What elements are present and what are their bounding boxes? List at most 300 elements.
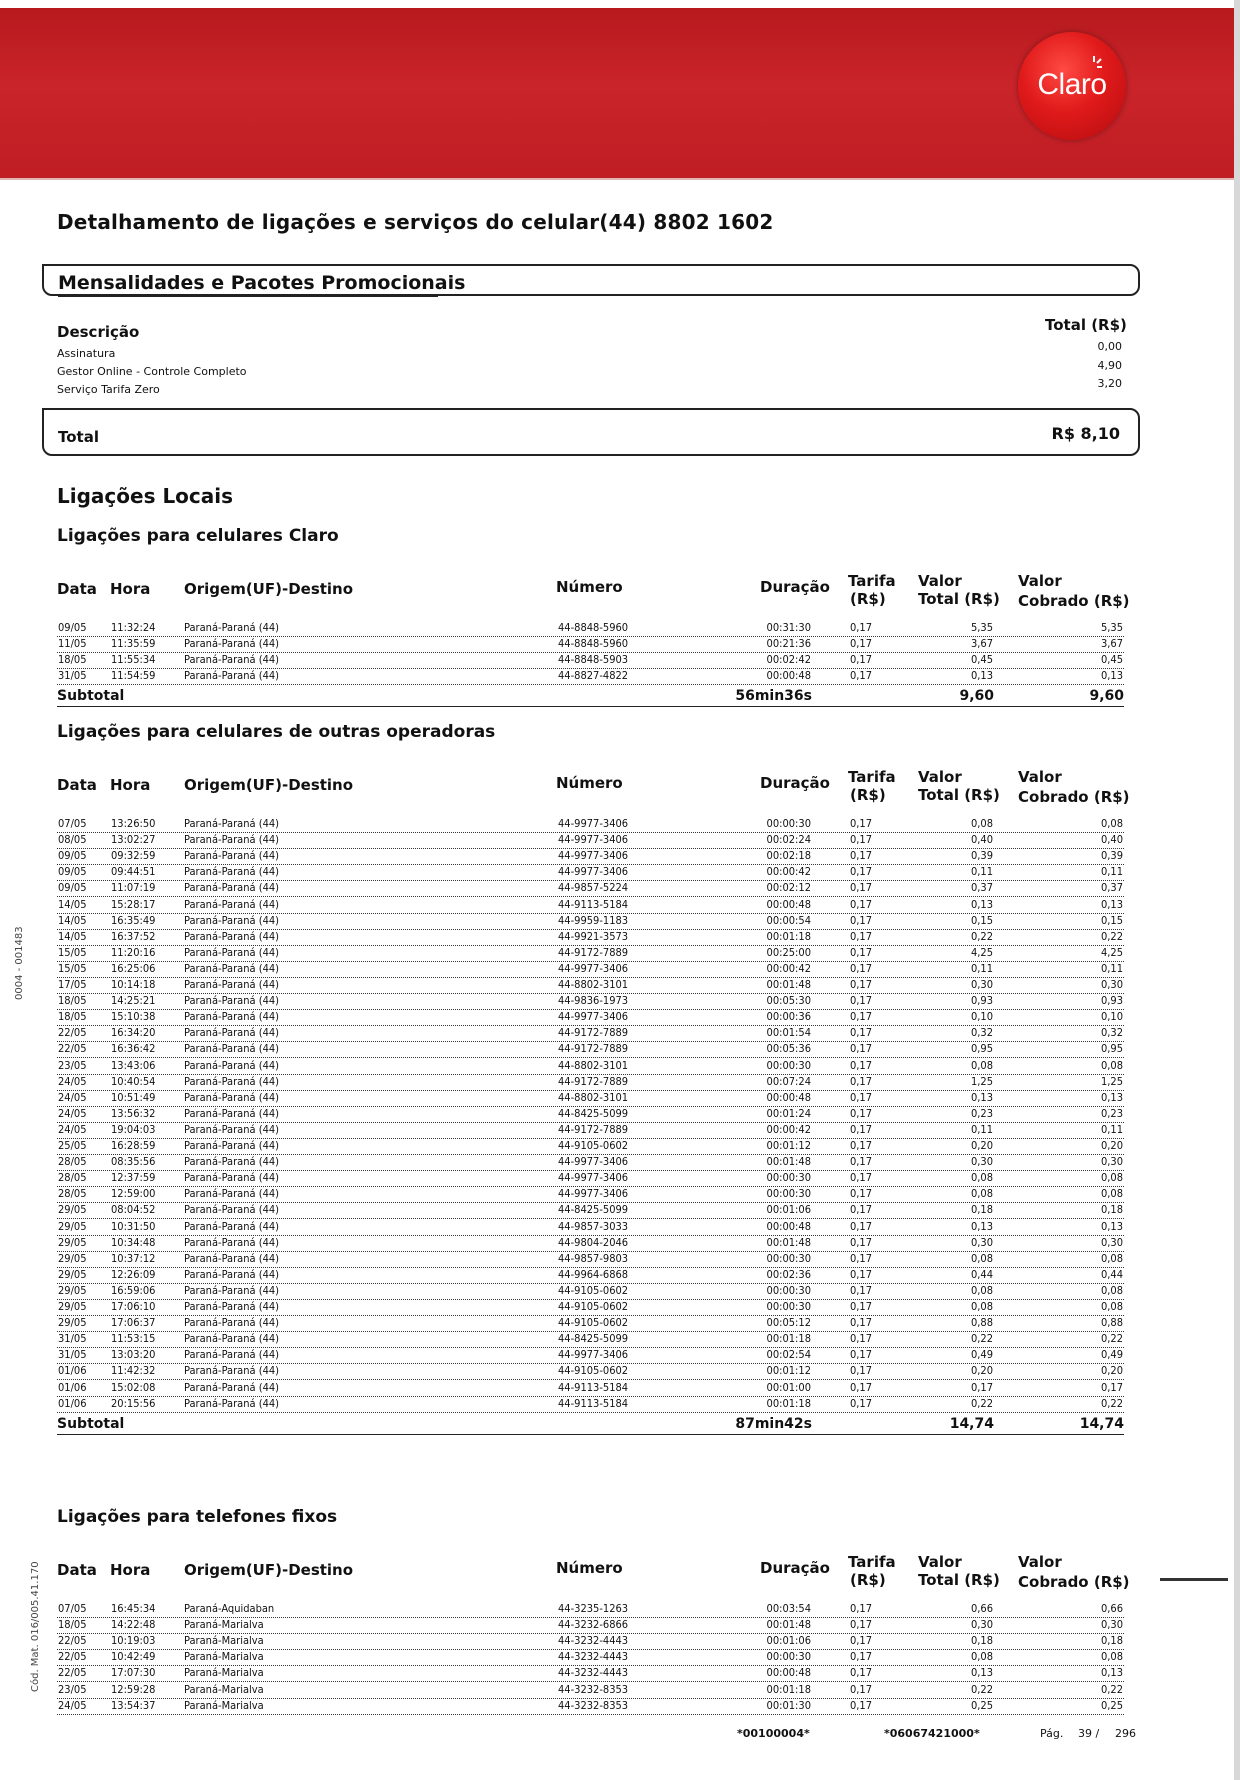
cell-cobrado: 0,08 bbox=[1100, 1251, 1123, 1265]
cell-cobrado: 0,49 bbox=[1100, 1348, 1123, 1362]
cell-cobrado: 0,15 bbox=[1100, 913, 1123, 927]
cell-origin: Paraná-Paraná (44) bbox=[184, 1316, 280, 1330]
cell-time: 10:42:49 bbox=[111, 1650, 156, 1664]
cell-total: 0,11 bbox=[970, 865, 993, 879]
cell-total: 0,13 bbox=[970, 1219, 993, 1233]
table-row bbox=[57, 1106, 1124, 1123]
col-valor-cobrado-1: Valor bbox=[1018, 1553, 1062, 1571]
cell-total: 0,25 bbox=[970, 1698, 993, 1712]
cell-origin: Paraná-Paraná (44) bbox=[184, 653, 280, 667]
cell-time: 10:34:48 bbox=[111, 1235, 156, 1249]
footer-code-a: *00100004* bbox=[737, 1727, 810, 1740]
side-code-1: 0004 - 001483 bbox=[14, 926, 25, 1000]
cell-number: 44-9977-3406 bbox=[558, 849, 629, 863]
cell-time: 13:43:06 bbox=[111, 1058, 156, 1072]
cell-duration: 00:01:18 bbox=[766, 1332, 811, 1346]
cell-total: 0,44 bbox=[970, 1267, 993, 1281]
cell-origin: Paraná-Paraná (44) bbox=[184, 1074, 280, 1088]
cell-total: 0,11 bbox=[970, 1122, 993, 1136]
cell-tarifa: 0,17 bbox=[850, 929, 873, 943]
cell-time: 16:34:20 bbox=[111, 1026, 156, 1040]
cell-tarifa: 0,17 bbox=[850, 1698, 873, 1712]
cell-date: 15/05 bbox=[58, 961, 87, 975]
cell-origin: Paraná-Paraná (44) bbox=[184, 817, 280, 830]
total-box bbox=[42, 408, 1140, 456]
cell-number: 44-8802-3101 bbox=[558, 1090, 629, 1104]
table-row bbox=[57, 1154, 1124, 1171]
cell-origin: Paraná-Paraná (44) bbox=[184, 1106, 280, 1120]
cell-time: 16:35:49 bbox=[111, 913, 156, 927]
col-valor-total-2: Total (R$) bbox=[918, 590, 1000, 608]
cell-tarifa: 0,17 bbox=[850, 1682, 873, 1696]
cell-date: 17/05 bbox=[58, 978, 87, 991]
cell-cobrado: 0,22 bbox=[1100, 1396, 1123, 1410]
cell-number: 44-8848-5960 bbox=[558, 637, 629, 651]
cell-number: 44-8425-5099 bbox=[558, 1106, 629, 1120]
cell-total: 0,13 bbox=[970, 1090, 993, 1104]
cell-date: 22/05 bbox=[58, 1634, 87, 1648]
cell-total: 0,30 bbox=[970, 1235, 993, 1249]
cell-total: 0,08 bbox=[970, 1187, 993, 1201]
cell-total: 0,39 bbox=[970, 849, 993, 863]
col-valor-cobrado-1: Valor bbox=[1018, 768, 1062, 786]
side-code-2: Cód. Mat. 016/005.41.170 bbox=[30, 1561, 41, 1692]
cell-time: 11:53:15 bbox=[111, 1332, 156, 1346]
cell-cobrado: 0,20 bbox=[1100, 1139, 1123, 1152]
table-row bbox=[57, 1698, 1124, 1715]
cell-origin: Paraná-Paraná (44) bbox=[184, 865, 280, 879]
cell-date: 18/05 bbox=[58, 994, 87, 1008]
cell-duration: 00:02:18 bbox=[766, 849, 811, 863]
col-origem: Origem(UF)-Destino bbox=[184, 580, 354, 598]
cell-duration: 00:00:30 bbox=[766, 1251, 811, 1265]
cell-tarifa: 0,17 bbox=[850, 621, 873, 634]
cell-tarifa: 0,17 bbox=[850, 1203, 873, 1217]
cell-cobrado: 0,20 bbox=[1100, 1364, 1123, 1378]
cell-cobrado: 0,11 bbox=[1100, 1122, 1123, 1136]
cell-origin: Paraná-Paraná (44) bbox=[184, 621, 280, 634]
cell-date: 24/05 bbox=[58, 1106, 87, 1120]
cell-date: 29/05 bbox=[58, 1267, 87, 1281]
cell-cobrado: 3,67 bbox=[1100, 637, 1123, 651]
cell-date: 14/05 bbox=[58, 929, 87, 943]
cell-cobrado: 0,18 bbox=[1100, 1203, 1123, 1217]
cell-origin: Paraná-Paraná (44) bbox=[184, 1139, 280, 1152]
cell-date: 09/05 bbox=[58, 621, 87, 634]
cell-time: 14:25:21 bbox=[111, 994, 156, 1008]
cell-tarifa: 0,17 bbox=[850, 897, 873, 911]
cell-origin: Paraná-Paraná (44) bbox=[184, 1187, 280, 1201]
cell-number: 44-9113-5184 bbox=[558, 1380, 629, 1394]
table-row bbox=[57, 1170, 1124, 1187]
cell-number: 44-8848-5903 bbox=[558, 653, 629, 667]
table-row bbox=[57, 636, 1124, 653]
col-tarifa-1: Tarifa bbox=[848, 572, 896, 590]
table-row bbox=[57, 1396, 1124, 1413]
cell-cobrado: 0,18 bbox=[1100, 1634, 1123, 1648]
cell-tarifa: 0,17 bbox=[850, 1348, 873, 1362]
cell-cobrado: 0,08 bbox=[1100, 1187, 1123, 1201]
col-valor-cobrado-2: Cobrado (R$) bbox=[1018, 788, 1130, 806]
claro-logo bbox=[1018, 32, 1126, 140]
page-title: Detalhamento de ligações e serviços do celular(44) 8802 1602 bbox=[57, 210, 774, 234]
cell-total: 0,10 bbox=[970, 1010, 993, 1024]
cell-number: 44-9959-1183 bbox=[558, 913, 629, 927]
cell-cobrado: 4,25 bbox=[1100, 945, 1123, 959]
cell-date: 22/05 bbox=[58, 1650, 87, 1664]
cell-duration: 00:00:48 bbox=[766, 897, 811, 911]
cell-origin: Paraná-Paraná (44) bbox=[184, 1251, 280, 1265]
cell-origin: Paraná-Marialva bbox=[184, 1650, 264, 1664]
cell-total: 0,22 bbox=[970, 1396, 993, 1410]
cell-date: 31/05 bbox=[58, 1348, 87, 1362]
mensalidades-title-box bbox=[42, 264, 1140, 296]
cell-number: 44-9804-2046 bbox=[558, 1235, 629, 1249]
cell-cobrado: 5,35 bbox=[1100, 621, 1123, 634]
cell-tarifa: 0,17 bbox=[850, 849, 873, 863]
cell-cobrado: 0,95 bbox=[1100, 1042, 1123, 1056]
cell-total: 0,32 bbox=[970, 1026, 993, 1040]
cell-date: 29/05 bbox=[58, 1316, 87, 1330]
cell-time: 16:45:34 bbox=[111, 1602, 156, 1615]
table-row bbox=[57, 1299, 1124, 1316]
table-row bbox=[57, 1283, 1124, 1300]
cell-origin: Paraná-Paraná (44) bbox=[184, 1058, 280, 1072]
cell-origin: Paraná-Paraná (44) bbox=[184, 1155, 280, 1169]
cell-time: 13:26:50 bbox=[111, 817, 156, 830]
cell-time: 11:55:34 bbox=[111, 653, 156, 667]
cell-cobrado: 0,25 bbox=[1100, 1698, 1123, 1712]
cell-tarifa: 0,17 bbox=[850, 945, 873, 959]
cell-time: 11:42:32 bbox=[111, 1364, 156, 1378]
cell-time: 17:07:30 bbox=[111, 1666, 156, 1680]
cell-total: 0,22 bbox=[970, 1332, 993, 1346]
cell-tarifa: 0,17 bbox=[850, 1074, 873, 1088]
table-row bbox=[57, 1633, 1124, 1650]
cell-total: 0,93 bbox=[970, 994, 993, 1008]
cell-duration: 00:31:30 bbox=[766, 621, 811, 634]
cell-time: 16:37:52 bbox=[111, 929, 156, 943]
cell-duration: 00:00:42 bbox=[766, 961, 811, 975]
logo-text: Claro bbox=[1037, 68, 1107, 101]
cell-tarifa: 0,17 bbox=[850, 1283, 873, 1297]
col-data: Data bbox=[57, 1561, 97, 1579]
cell-tarifa: 0,17 bbox=[850, 1058, 873, 1072]
cell-cobrado: 0,93 bbox=[1100, 994, 1123, 1008]
table-row bbox=[57, 977, 1124, 994]
footer-total-pages: 296 bbox=[1115, 1727, 1136, 1740]
cell-total: 0,66 bbox=[970, 1602, 993, 1615]
table-row bbox=[57, 993, 1124, 1010]
cell-origin: Paraná-Paraná (44) bbox=[184, 1026, 280, 1040]
cell-total: 0,23 bbox=[970, 1106, 993, 1120]
descricao-label: Descrição bbox=[57, 323, 140, 341]
cell-time: 11:07:19 bbox=[111, 881, 156, 895]
cell-origin: Paraná-Marialva bbox=[184, 1698, 264, 1712]
cell-number: 44-9857-3033 bbox=[558, 1219, 629, 1233]
cell-tarifa: 0,17 bbox=[850, 1042, 873, 1056]
cell-date: 24/05 bbox=[58, 1698, 87, 1712]
cell-time: 12:59:28 bbox=[111, 1682, 156, 1696]
cell-time: 16:36:42 bbox=[111, 1042, 156, 1056]
cell-duration: 00:00:42 bbox=[766, 865, 811, 879]
cell-total: 5,35 bbox=[970, 621, 993, 634]
cell-duration: 00:05:30 bbox=[766, 994, 811, 1008]
cell-duration: 00:00:54 bbox=[766, 913, 811, 927]
table-row bbox=[57, 1138, 1124, 1155]
cell-tarifa: 0,17 bbox=[850, 1332, 873, 1346]
cell-total: 0,08 bbox=[970, 817, 993, 830]
cell-tarifa: 0,17 bbox=[850, 1618, 873, 1632]
col-duracao: Duração bbox=[760, 1559, 830, 1577]
cell-time: 09:44:51 bbox=[111, 865, 156, 879]
cell-time: 08:35:56 bbox=[111, 1155, 156, 1169]
cell-date: 15/05 bbox=[58, 945, 87, 959]
cell-time: 10:31:50 bbox=[111, 1219, 156, 1233]
col-origem: Origem(UF)-Destino bbox=[184, 776, 354, 794]
cell-time: 11:32:24 bbox=[111, 621, 156, 634]
mensalidades-title: Mensalidades e Pacotes Promocionais bbox=[58, 272, 466, 294]
table-row bbox=[57, 1617, 1124, 1634]
cell-cobrado: 0,13 bbox=[1100, 1666, 1123, 1680]
cell-number: 44-9172-7889 bbox=[558, 1074, 629, 1088]
cell-total: 0,08 bbox=[970, 1283, 993, 1297]
table-row bbox=[57, 1074, 1124, 1091]
cell-duration: 00:00:30 bbox=[766, 1650, 811, 1664]
cell-origin: Paraná-Paraná (44) bbox=[184, 1235, 280, 1249]
col-valor-total-1: Valor bbox=[918, 1553, 962, 1571]
cell-tarifa: 0,17 bbox=[850, 1122, 873, 1136]
cell-date: 01/06 bbox=[58, 1380, 87, 1394]
cell-cobrado: 0,17 bbox=[1100, 1380, 1123, 1394]
cell-number: 44-8848-5960 bbox=[558, 621, 629, 634]
cell-number: 44-3232-8353 bbox=[558, 1682, 629, 1696]
subtotal-label: Subtotal bbox=[57, 1415, 125, 1432]
cell-cobrado: 0,44 bbox=[1100, 1267, 1123, 1281]
cell-duration: 00:01:54 bbox=[766, 1026, 811, 1040]
table-row bbox=[57, 1058, 1124, 1075]
cell-number: 44-3232-6866 bbox=[558, 1618, 629, 1632]
cell-duration: 00:00:30 bbox=[766, 1187, 811, 1201]
cell-date: 24/05 bbox=[58, 1090, 87, 1104]
cell-tarifa: 0,17 bbox=[850, 817, 873, 830]
cell-total: 0,37 bbox=[970, 881, 993, 895]
cell-number: 44-9113-5184 bbox=[558, 897, 629, 911]
logo-spark-icon bbox=[1090, 54, 1102, 72]
table-row bbox=[57, 864, 1124, 881]
cell-origin: Paraná-Paraná (44) bbox=[184, 913, 280, 927]
col-valor-total-2: Total (R$) bbox=[918, 786, 1000, 804]
table-row bbox=[57, 913, 1124, 930]
cell-total: 3,67 bbox=[970, 637, 993, 651]
cell-date: 28/05 bbox=[58, 1171, 87, 1185]
table-row bbox=[57, 897, 1124, 914]
cell-duration: 00:21:36 bbox=[766, 637, 811, 651]
subtotal-row bbox=[57, 1414, 1124, 1435]
cell-total: 0,08 bbox=[970, 1251, 993, 1265]
cell-number: 44-9105-0602 bbox=[558, 1316, 629, 1330]
col-duracao: Duração bbox=[760, 578, 830, 596]
table-row bbox=[57, 1041, 1124, 1058]
cell-tarifa: 0,17 bbox=[850, 1155, 873, 1169]
cell-duration: 00:00:36 bbox=[766, 1010, 811, 1024]
mensalidade-value-1: 4,90 bbox=[1097, 359, 1122, 372]
cell-number: 44-8425-5099 bbox=[558, 1332, 629, 1346]
cell-origin: Paraná-Paraná (44) bbox=[184, 1283, 280, 1297]
table-row bbox=[57, 1380, 1124, 1397]
cell-number: 44-9964-6868 bbox=[558, 1267, 629, 1281]
cell-number: 44-3235-1263 bbox=[558, 1602, 629, 1615]
cell-total: 0,45 bbox=[970, 653, 993, 667]
cell-cobrado: 0,08 bbox=[1100, 1058, 1123, 1072]
cell-duration: 00:02:42 bbox=[766, 653, 811, 667]
col-origem: Origem(UF)-Destino bbox=[184, 1561, 354, 1579]
cell-origin: Paraná-Paraná (44) bbox=[184, 1010, 280, 1024]
cell-date: 31/05 bbox=[58, 1332, 87, 1346]
mensalidade-value-0: 0,00 bbox=[1097, 340, 1122, 353]
cell-time: 15:28:17 bbox=[111, 897, 156, 911]
cell-origin: Paraná-Paraná (44) bbox=[184, 1042, 280, 1056]
table-row bbox=[57, 1251, 1124, 1268]
cell-cobrado: 0,30 bbox=[1100, 1155, 1123, 1169]
cell-cobrado: 0,11 bbox=[1100, 961, 1123, 975]
table-row bbox=[57, 1009, 1124, 1026]
col-valor-cobrado-2: Cobrado (R$) bbox=[1018, 592, 1130, 610]
cell-tarifa: 0,17 bbox=[850, 1026, 873, 1040]
cell-duration: 00:02:12 bbox=[766, 881, 811, 895]
cell-total: 0,13 bbox=[970, 1666, 993, 1680]
cell-origin: Paraná-Paraná (44) bbox=[184, 945, 280, 959]
table-row bbox=[57, 1331, 1124, 1348]
cell-number: 44-9836-1973 bbox=[558, 994, 629, 1008]
cell-origin: Paraná-Paraná (44) bbox=[184, 1203, 280, 1217]
cell-tarifa: 0,17 bbox=[850, 653, 873, 667]
cell-origin: Paraná-Paraná (44) bbox=[184, 1090, 280, 1104]
cell-duration: 00:00:30 bbox=[766, 817, 811, 830]
table-row bbox=[57, 1665, 1124, 1682]
cell-date: 09/05 bbox=[58, 865, 87, 879]
total-rs-label: Total (R$) bbox=[1045, 316, 1127, 334]
cell-number: 44-9977-3406 bbox=[558, 961, 629, 975]
table-row bbox=[57, 816, 1124, 833]
cell-duration: 00:00:30 bbox=[766, 1300, 811, 1313]
cell-date: 29/05 bbox=[58, 1300, 87, 1313]
cell-time: 16:59:06 bbox=[111, 1283, 156, 1297]
cell-date: 29/05 bbox=[58, 1235, 87, 1249]
banner-divider bbox=[0, 178, 1240, 180]
cell-duration: 00:01:48 bbox=[766, 1155, 811, 1169]
cell-cobrado: 0,30 bbox=[1100, 1618, 1123, 1632]
cell-date: 22/05 bbox=[58, 1666, 87, 1680]
col-tarifa-1: Tarifa bbox=[848, 1553, 896, 1571]
cell-number: 44-9977-3406 bbox=[558, 1010, 629, 1024]
cell-number: 44-9977-3406 bbox=[558, 1171, 629, 1185]
cell-number: 44-9113-5184 bbox=[558, 1396, 629, 1410]
table-row bbox=[57, 1219, 1124, 1236]
cell-cobrado: 0,11 bbox=[1100, 865, 1123, 879]
cell-cobrado: 0,13 bbox=[1100, 669, 1123, 683]
cell-time: 10:14:18 bbox=[111, 978, 156, 991]
cell-time: 10:37:12 bbox=[111, 1251, 156, 1265]
cell-number: 44-9105-0602 bbox=[558, 1283, 629, 1297]
cell-tarifa: 0,17 bbox=[850, 1602, 873, 1615]
cell-time: 10:19:03 bbox=[111, 1634, 156, 1648]
total-box-value: R$ 8,10 bbox=[1051, 424, 1120, 443]
cell-cobrado: 0,37 bbox=[1100, 881, 1123, 895]
cell-duration: 00:02:36 bbox=[766, 1267, 811, 1281]
cell-cobrado: 0,40 bbox=[1100, 833, 1123, 847]
cell-time: 16:25:06 bbox=[111, 961, 156, 975]
cell-origin: Paraná-Paraná (44) bbox=[184, 637, 280, 651]
cell-time: 12:26:09 bbox=[111, 1267, 156, 1281]
cell-number: 44-9977-3406 bbox=[558, 833, 629, 847]
cell-total: 0,08 bbox=[970, 1650, 993, 1664]
cell-time: 13:56:32 bbox=[111, 1106, 156, 1120]
cell-origin: Paraná-Paraná (44) bbox=[184, 1332, 280, 1346]
cell-total: 0,22 bbox=[970, 929, 993, 943]
cell-cobrado: 0,66 bbox=[1100, 1602, 1123, 1615]
cell-total: 0,15 bbox=[970, 913, 993, 927]
subtotal-total: 14,74 bbox=[949, 1415, 994, 1432]
col-hora: Hora bbox=[110, 776, 151, 794]
cell-cobrado: 0,10 bbox=[1100, 1010, 1123, 1024]
table-row bbox=[57, 961, 1124, 978]
cell-time: 11:54:59 bbox=[111, 669, 156, 683]
cell-date: 31/05 bbox=[58, 669, 87, 683]
cell-duration: 00:01:18 bbox=[766, 929, 811, 943]
cell-date: 01/06 bbox=[58, 1364, 87, 1378]
cell-number: 44-9172-7889 bbox=[558, 1122, 629, 1136]
cell-cobrado: 0,22 bbox=[1100, 1682, 1123, 1696]
cell-origin: Paraná-Paraná (44) bbox=[184, 1300, 280, 1313]
cell-date: 28/05 bbox=[58, 1187, 87, 1201]
cell-origin: Paraná-Paraná (44) bbox=[184, 961, 280, 975]
cell-tarifa: 0,17 bbox=[850, 1235, 873, 1249]
cell-time: 10:40:54 bbox=[111, 1074, 156, 1088]
cell-number: 44-9977-3406 bbox=[558, 865, 629, 879]
cell-origin: Paraná-Marialva bbox=[184, 1666, 264, 1680]
footer-code-b: *06067421000* bbox=[884, 1727, 980, 1740]
cell-origin: Paraná-Paraná (44) bbox=[184, 669, 280, 683]
cell-total: 0,18 bbox=[970, 1634, 993, 1648]
cell-number: 44-9172-7889 bbox=[558, 1042, 629, 1056]
cell-tarifa: 0,17 bbox=[850, 833, 873, 847]
cell-duration: 00:01:48 bbox=[766, 1235, 811, 1249]
cell-tarifa: 0,17 bbox=[850, 1380, 873, 1394]
cell-total: 0,49 bbox=[970, 1348, 993, 1362]
total-box-label: Total bbox=[58, 428, 99, 446]
cell-duration: 00:01:06 bbox=[766, 1203, 811, 1217]
cell-number: 44-8802-3101 bbox=[558, 1058, 629, 1072]
cell-date: 08/05 bbox=[58, 833, 87, 847]
cell-origin: Paraná-Marialva bbox=[184, 1618, 264, 1632]
cell-number: 44-9977-3406 bbox=[558, 817, 629, 830]
cell-tarifa: 0,17 bbox=[850, 1139, 873, 1152]
cell-time: 16:28:59 bbox=[111, 1139, 156, 1152]
table-row bbox=[57, 1202, 1124, 1219]
cell-origin: Paraná-Marialva bbox=[184, 1682, 264, 1696]
table-row bbox=[57, 880, 1124, 897]
cell-date: 09/05 bbox=[58, 881, 87, 895]
col-duracao: Duração bbox=[760, 774, 830, 792]
table-row bbox=[57, 668, 1124, 685]
cell-tarifa: 0,17 bbox=[850, 881, 873, 895]
cell-total: 0,08 bbox=[970, 1171, 993, 1185]
cell-total: 0,30 bbox=[970, 1155, 993, 1169]
subtotal-label: Subtotal bbox=[57, 688, 125, 705]
cell-duration: 00:00:30 bbox=[766, 1171, 811, 1185]
subtotal-cobrado: 9,60 bbox=[1089, 688, 1124, 705]
